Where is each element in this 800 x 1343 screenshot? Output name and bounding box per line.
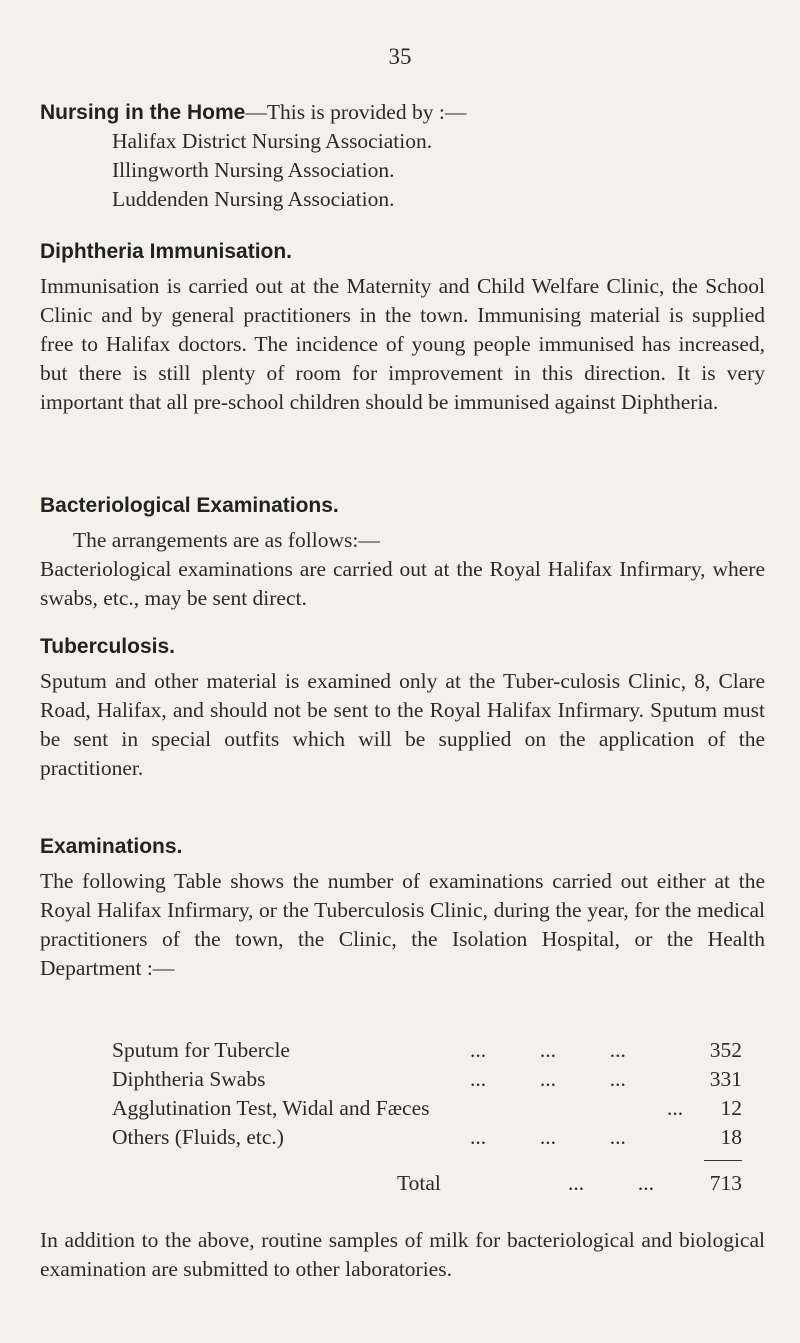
- examinations-text: The following Table shows the number of examinations carried out either at the Royal Halifax Infirmary, or the Tuberculosis Clinic, during the year, for the medical practitioners of the town, the Clinic, the Isolation Hospital, or the Health Department :—: [40, 869, 765, 980]
- page-number: 35: [388, 44, 412, 69]
- row-value: 331: [709, 1067, 742, 1091]
- diphtheria-heading: Diphtheria Immunisation.: [40, 240, 293, 263]
- row-label: Agglutination Test, Widal and Fæces: [112, 1096, 430, 1120]
- tuberculosis-heading: Tuberculosis.: [40, 635, 175, 658]
- examinations-heading: Examinations.: [40, 835, 183, 858]
- bacteriological-text: Bacteriological examinations are carried out at the Royal Halifax Infirmary, where swabs, etc., may be sent direct.: [40, 557, 765, 610]
- nursing-item: Illingworth Nursing Association.: [112, 158, 395, 182]
- row-label: Sputum for Tubercle: [112, 1038, 290, 1062]
- bacteriological-intro: The arrangements are as follows:—: [73, 528, 380, 552]
- row-dots: ... ... ...: [470, 1067, 626, 1091]
- bacteriological-heading: Bacteriological Examinations.: [40, 494, 339, 517]
- diphtheria-section: [40, 240, 765, 417]
- row-value: 352: [709, 1038, 742, 1062]
- total-label: Total: [397, 1171, 441, 1195]
- examinations-table: [40, 1038, 765, 1208]
- nursing-item: Halifax District Nursing Association.: [112, 129, 433, 153]
- row-label: Others (Fluids, etc.): [112, 1125, 284, 1149]
- row-dots: ... ... ...: [470, 1125, 626, 1149]
- nursing-intro: —This is provided by :—: [245, 100, 467, 124]
- nursing-section: [40, 98, 765, 214]
- total-rule: [704, 1160, 742, 1161]
- diphtheria-text: Immunisation is carried out at the Maternity and Child Welfare Clinic, the School Clinic and by general practitioners in the town. Immunising material is supplied free to Halifax doctors. The incidence of young people immunised has increased, but there is still plenty of room for improvement in this direction. It is very important that all pre-school children should be immunised against Diphtheria.: [40, 274, 765, 414]
- examinations-section: [40, 835, 765, 983]
- row-label: Diphtheria Swabs: [112, 1067, 266, 1091]
- tuberculosis-text: Sputum and other material is examined only at the Tuber-culosis Clinic, 8, Clare Road, Halifax, and should not be sent to the Royal Halifax Infirmary. Sputum must be sent in special outfits which will be supplied on the application of the practitioner.: [40, 669, 765, 780]
- row-value: 18: [720, 1125, 742, 1149]
- row-dots: ... ... ...: [470, 1038, 626, 1062]
- nursing-item: Luddenden Nursing Association.: [112, 187, 395, 211]
- closing-text: In addition to the above, routine samples of milk for bacteriological and biological examination are submitted to other laboratories.: [40, 1228, 765, 1281]
- total-dots: ... ...: [568, 1171, 654, 1195]
- row-dots: ...: [667, 1096, 684, 1120]
- row-value: 12: [720, 1096, 742, 1120]
- nursing-heading: Nursing in the Home: [40, 101, 246, 124]
- total-value: 713: [709, 1171, 742, 1195]
- bacteriological-section: [40, 494, 765, 613]
- closing-section: [40, 1226, 765, 1284]
- tuberculosis-section: [40, 635, 765, 783]
